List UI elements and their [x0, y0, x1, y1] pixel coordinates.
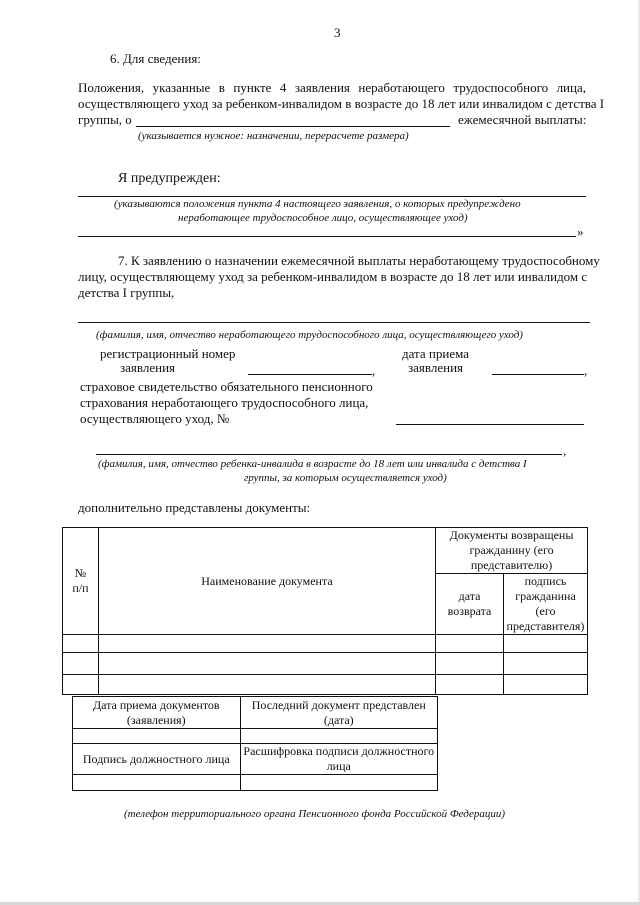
table-row: [73, 775, 438, 791]
table-cell[interactable]: [63, 653, 99, 675]
section7-line3: детства I группы,: [78, 285, 175, 300]
date-received-docs: Дата приема документов (заявления): [73, 697, 241, 729]
table-cell[interactable]: [73, 729, 241, 744]
col-name-header: Наименование документа: [98, 528, 435, 635]
snils-label-line3: осуществляющего уход, №: [80, 411, 230, 426]
child-fio-hint1: (фамилия, имя, отчество ребенка-инвалида в возрасте до 18 лет или инвалида с детства I: [98, 458, 527, 470]
col-date-2: возврата: [447, 604, 492, 618]
signature-decode-label: Расшифровка подписи должностного лица: [240, 744, 437, 775]
official-signature-label: Подпись должностного лица: [73, 744, 241, 775]
child-fio-hint2: группы, за которым осуществляется уход): [244, 472, 447, 484]
section6-para-line1: Положения, указанные в пункте 4 заявления неработающего трудоспособного лица,: [78, 80, 586, 95]
warned-field-line2[interactable]: [78, 236, 576, 237]
phone-hint: (телефон территориального органа Пенсионного фонда Российской Федерации): [124, 808, 506, 820]
table-cell[interactable]: [503, 675, 587, 695]
table-row: [63, 675, 588, 695]
section6-para-line2: осуществляющего уход за ребенком-инвалидом в возрасте до 18 лет или инвалидом с детства I: [78, 96, 605, 111]
col-returned-header: Документы возвращены гражданину (его представителю): [436, 528, 588, 574]
section6-para-suffix: ежемесячной выплаты:: [458, 112, 587, 127]
table-cell[interactable]: [436, 635, 504, 653]
col-date-1: дата: [458, 589, 481, 603]
snils-label-line1: страховое свидетельство обязательного пенсионного: [80, 379, 373, 394]
caregiver-fio-field[interactable]: [78, 322, 590, 323]
table-cell[interactable]: [503, 653, 587, 675]
warned-hint-line1: (указываются положения пункта 4 настоящего заявления, о которых предупреждено: [114, 198, 521, 210]
additional-docs-label: дополнительно представлены документы:: [78, 500, 311, 515]
reg-number-label2: заявления: [120, 360, 176, 375]
table-cell[interactable]: [98, 675, 435, 695]
section6-heading: 6. Для сведения:: [110, 51, 201, 66]
table-row: [73, 729, 438, 744]
page-number: 3: [334, 25, 341, 40]
reg-number-label1: регистрационный номер: [100, 346, 236, 361]
date-received-field[interactable]: [492, 374, 584, 375]
col-number-1: №: [74, 566, 87, 580]
closing-quote: »: [577, 224, 584, 239]
acceptance-table: [72, 696, 438, 791]
table-cell[interactable]: [98, 635, 435, 653]
table-cell[interactable]: [436, 675, 504, 695]
table-cell[interactable]: [98, 653, 435, 675]
section6-para-prefix: группы, о: [78, 112, 132, 127]
table-cell[interactable]: [240, 729, 437, 744]
payment-type-field[interactable]: [136, 126, 450, 127]
date-received-comma: ,: [584, 363, 588, 378]
table-cell[interactable]: [73, 775, 241, 791]
col-number-header: [63, 528, 99, 635]
table-row: [63, 653, 588, 675]
snils-field[interactable]: [396, 424, 584, 425]
child-fio-comma: ,: [563, 443, 567, 458]
snils-label-line2: страхования неработающего трудоспособного лица,: [80, 395, 369, 410]
documents-table: [62, 527, 588, 695]
col-sign-header: подпись гражданина (его представителя): [503, 574, 587, 635]
table-cell[interactable]: [240, 775, 437, 791]
table-row: [63, 635, 588, 653]
date-received-label1: дата приема: [402, 346, 469, 361]
table-cell[interactable]: [63, 675, 99, 695]
reg-number-comma: ,: [372, 363, 376, 378]
warned-label: Я предупрежден:: [118, 171, 221, 186]
table-cell[interactable]: [63, 635, 99, 653]
last-document-date: Последний документ представлен (дата): [240, 697, 437, 729]
col-number-2: п/п: [72, 581, 89, 595]
table-cell[interactable]: [436, 653, 504, 675]
section7-line2: лицу, осуществляющему уход за ребенком-инвалидом в возрасте до 18 лет или инвалидом с: [78, 269, 588, 284]
table-cell[interactable]: [503, 635, 587, 653]
reg-number-field[interactable]: [248, 374, 372, 375]
col-date-header: [436, 574, 504, 635]
date-received-label2: заявления: [408, 360, 464, 375]
caregiver-fio-hint: (фамилия, имя, отчество неработающего трудоспособного лица, осуществляющего уход): [96, 329, 523, 341]
payment-type-hint: (указывается нужное: назначении, перерасчете размера): [138, 130, 409, 142]
section7-line1: 7. К заявлению о назначении ежемесячной выплаты неработающему трудоспособному: [118, 253, 600, 268]
warned-hint-line2: неработающее трудоспособное лицо, осуществляющее уход): [178, 212, 468, 224]
child-fio-field[interactable]: [96, 454, 562, 455]
